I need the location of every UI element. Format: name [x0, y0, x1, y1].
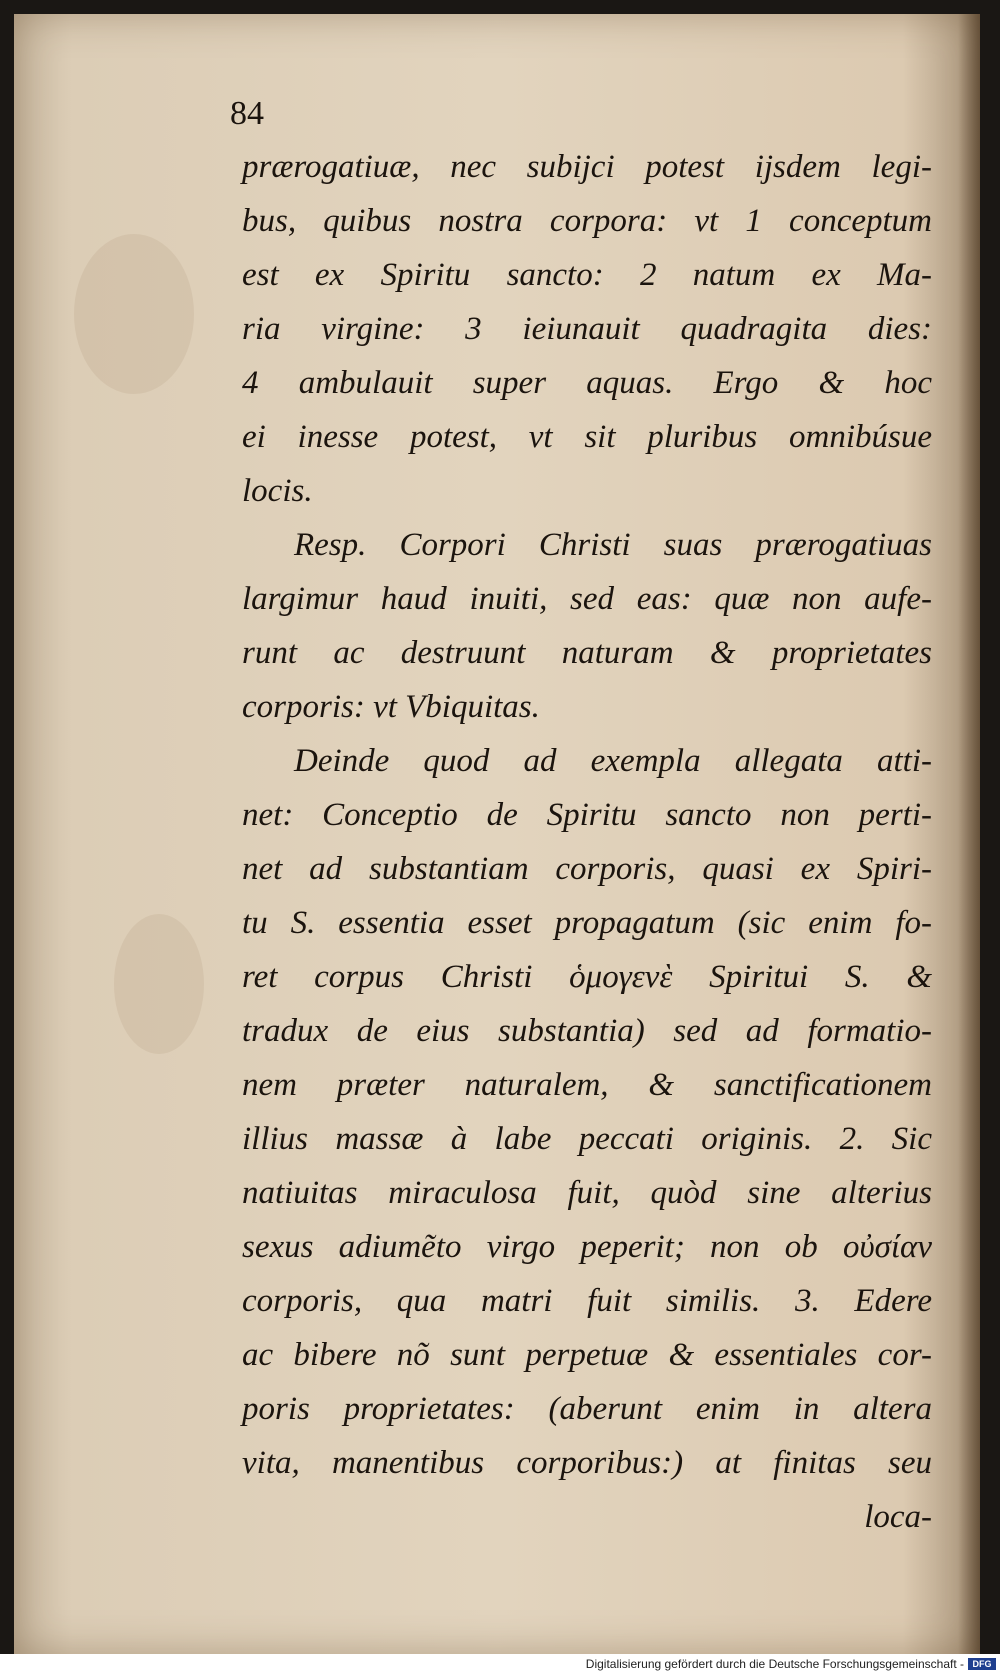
text-line: nem præter naturalem, & sanctificationem	[242, 1067, 932, 1103]
text-line: Resp. Corpori Christi suas prærogatiuas	[294, 527, 932, 563]
text-line: net ad substantiam corporis, quasi ex Spiri-	[242, 851, 932, 887]
text-line: 4 ambulauit super aquas. Ergo & hoc	[242, 365, 932, 401]
text-line: runt ac destruunt naturam & proprietates	[242, 635, 932, 671]
text-line: natiuitas miraculosa fuit, quòd sine alterius	[242, 1175, 932, 1211]
text-line: vita, manentibus corporibus:) at finitas seu	[242, 1445, 932, 1481]
text-line: poris proprietates: (aberunt enim in altera	[242, 1391, 932, 1427]
text-line: ret corpus Christi ὁμογενὲ Spiritui S. &	[242, 959, 932, 995]
text-line: est ex Spiritu sancto: 2 natum ex Ma-	[242, 257, 932, 293]
footer-bar	[0, 1654, 1000, 1673]
text-line: Deinde quod ad exempla allegata atti-	[294, 743, 932, 779]
footer-credit: Digitalisierung gefördert durch die Deutsche Forschungsgemeinschaft -	[585, 1657, 964, 1671]
text-line: net: Conceptio de Spiritu sancto non perti-	[242, 797, 932, 833]
text-line: corporis, qua matri fuit similis. 3. Edere	[242, 1283, 932, 1319]
dfg-logo: DFG	[968, 1658, 996, 1670]
text-line: prærogatiuæ, nec subijci potest ijsdem legi-	[242, 149, 932, 185]
page-edge-shadow	[958, 14, 980, 1654]
paper-stain	[114, 914, 204, 1054]
text-line: ria virgine: 3 ieiunauit quadragita dies:	[242, 311, 932, 347]
text-line: largimur haud inuiti, sed eas: quæ non aufe-	[242, 581, 932, 617]
text-line: ac bibere nõ sunt perpetuæ & essentiales cor-	[242, 1337, 932, 1373]
text-line: ei inesse potest, vt sit pluribus omnibúsue	[242, 419, 932, 455]
page-text	[242, 140, 932, 1544]
text-line: tradux de eius substantia) sed ad formatio-	[242, 1013, 932, 1049]
text-line: tu S. essentia esset propagatum (sic enim fo-	[242, 905, 932, 941]
text-line: corporis: vt Vbiquitas.	[242, 689, 540, 725]
text-line: bus, quibus nostra corpora: vt 1 conceptum	[242, 203, 932, 239]
paper-stain	[74, 234, 194, 394]
text-line: locis.	[242, 473, 313, 509]
catchword: loca-	[864, 1499, 932, 1535]
text-line: sexus adiumẽto virgo peperit; non ob οὐσίαν	[242, 1229, 932, 1265]
page-number: 84	[230, 95, 264, 132]
text-line: illius massæ à labe peccati originis. 2. Sic	[242, 1121, 932, 1157]
